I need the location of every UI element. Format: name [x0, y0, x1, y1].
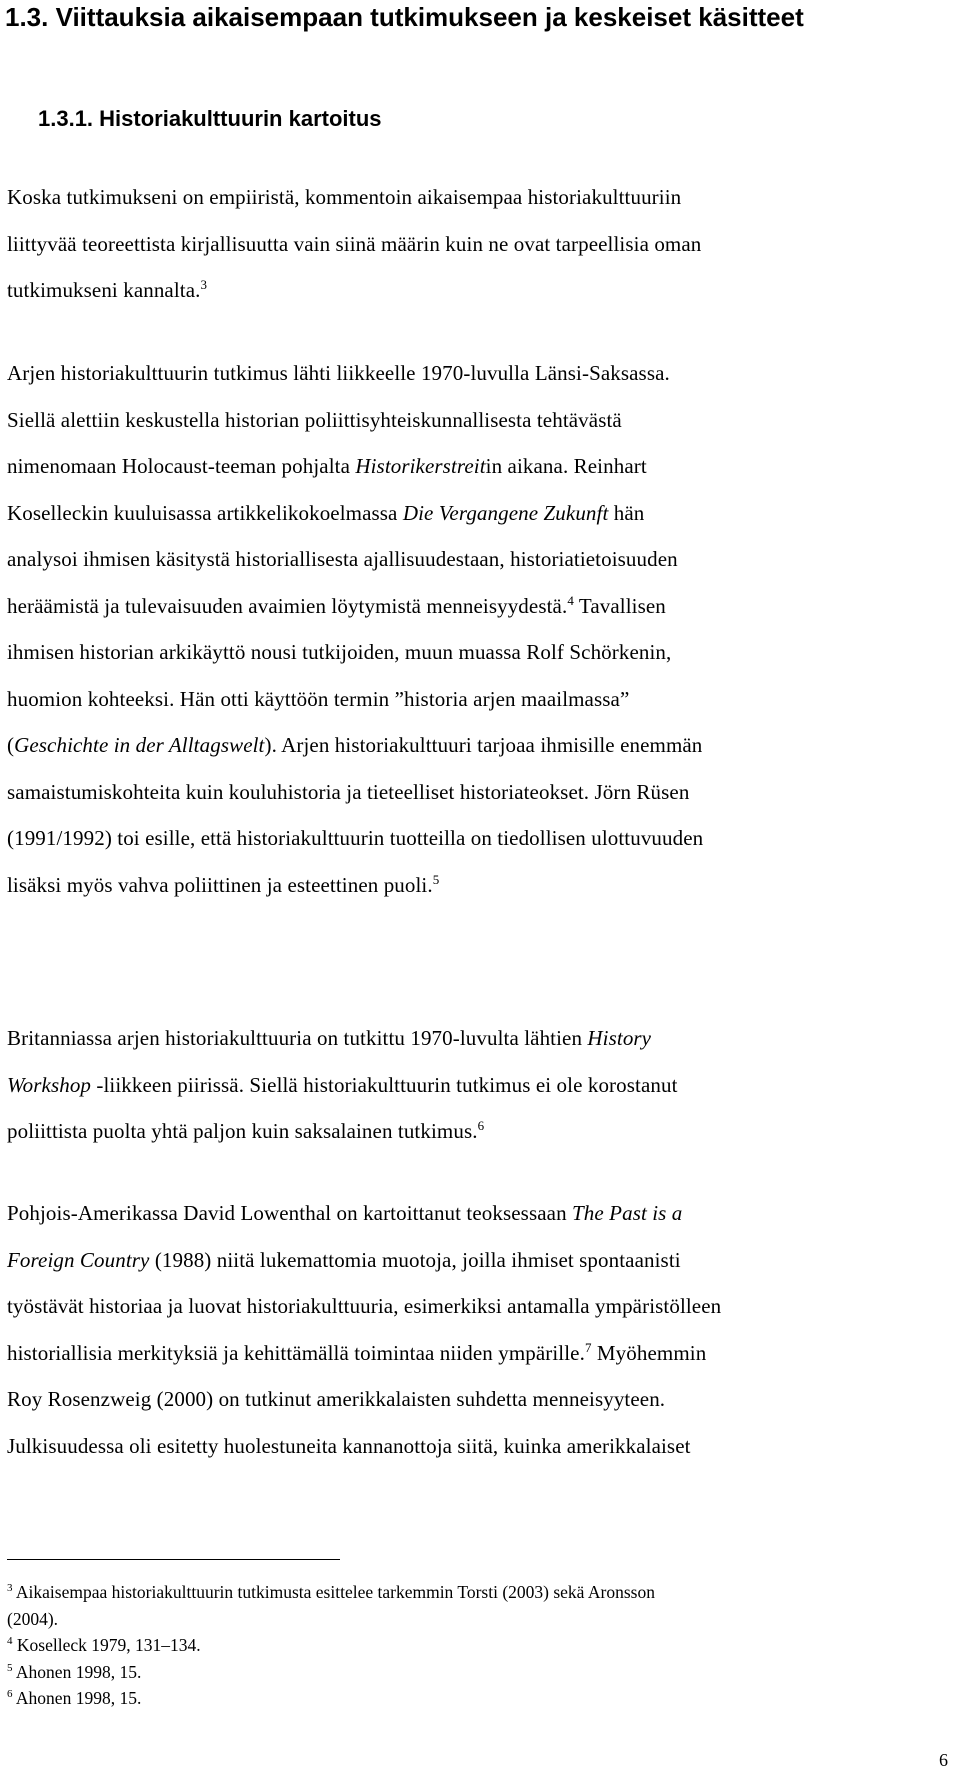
text-line: [7, 1108, 952, 1155]
text-line: Arjen historiakulttuurin tutkimus lähti liikkeelle 1970-luvulla Länsi-Saksassa.: [7, 361, 670, 385]
footnote-text: Koselleck 1979, 131–134.: [12, 1635, 201, 1655]
text-line: Julkisuudessa oli esitetty huolestuneita kannanottoja siitä, kuinka amerikkalaiset: [7, 1433, 691, 1458]
footnote-number: 3: [7, 1582, 13, 1595]
footnote-text: Ahonen 1998, 15.: [12, 1688, 142, 1708]
text-line: [7, 1190, 952, 1237]
footnote: [7, 1579, 947, 1606]
paragraph-north-america: [7, 1190, 952, 1469]
text-line: [7, 490, 952, 537]
paragraph-intro: [7, 174, 952, 314]
footnote: [7, 1606, 947, 1633]
text-line: samaistumiskohteita kuin kouluhistoria ja tieteelliset historiateokset. Jörn Rüsen: [7, 779, 690, 804]
footnote: [7, 1632, 947, 1659]
text-segment: historiallisia merkityksiä ja kehittämällä toimintaa niiden ympärille.: [7, 1340, 585, 1365]
paragraph-west-germany: [7, 350, 952, 908]
text-line: [7, 267, 952, 314]
text-line: [7, 862, 952, 909]
footnote-text: Aikaisempaa historiakulttuurin tutkimusta esittelee tarkemmin Torsti (2003) sekä Aronsson: [12, 1582, 655, 1602]
text-line: Roy Rosenzweig (2000) on tutkinut amerikkalaisten suhdetta menneisyyteen.: [7, 1387, 666, 1411]
text-segment: Pohjois-Amerikassa David Lowenthal on kartoittanut teoksessaan: [7, 1201, 573, 1225]
text-line: huomion kohteeksi. Hän otti käyttöön termin ”historia arjen maailmassa”: [7, 686, 630, 711]
text-segment: (1988) niitä lukemattomia muotoja, joilla ihmiset spontaanisti: [149, 1247, 681, 1272]
italic-title: History: [587, 1026, 652, 1050]
italic-term: Geschichte in der Alltagswelt: [14, 733, 265, 757]
text-line: (1991/1992) toi esille, että historiakulttuurin tuotteilla on tiedollisen ulottuvuuden: [7, 826, 704, 850]
footnote-separator: [7, 1559, 340, 1560]
text-line: analysoi ihmisen käsitystä historiallisesta ajallisuudestaan, historiatietoisuuden: [7, 547, 678, 571]
footnote-ref[interactable]: 6: [477, 1118, 485, 1133]
footnote-text: Ahonen 1998, 15.: [12, 1661, 142, 1682]
text-segment: ). Arjen historiakulttuuri tarjoaa ihmisille enemmän: [264, 733, 703, 757]
text-segment: heräämistä ja tulevaisuuden avaimien löytymistä menneisyydestä.: [7, 593, 568, 618]
section-heading: 1.3. Viittauksia aikaisempaan tutkimukseen ja keskeiset käsitteet: [5, 2, 804, 32]
footnote-number: 4: [7, 1635, 13, 1648]
text-line: [7, 583, 952, 630]
footnote: [7, 1659, 947, 1686]
text-segment: hän: [608, 500, 645, 525]
text-line: Koska tutkimukseni on empiiristä, kommentoin aikaisempaa historiakulttuuriin: [7, 185, 682, 209]
italic-title: Die Vergangene Zukunft: [402, 500, 609, 525]
text-segment: lisäksi myös vahva poliittinen ja esteettinen puoli.: [7, 872, 433, 897]
text-segment: nimenomaan Holocaust-teeman pohjalta: [7, 454, 356, 478]
footnote-ref[interactable]: 4: [567, 592, 574, 608]
text-segment: -liikkeen piirissä. Siellä historiakulttuurin tutkimus ei ole korostanut: [91, 1072, 678, 1097]
text-segment: tutkimukseni kannalta.: [7, 278, 201, 302]
text-line: Siellä alettiin keskustella historian poliittisyhteiskunnallisesta tehtävästä: [7, 407, 622, 432]
text-line: [7, 1330, 952, 1377]
text-segment: poliittista puolta yhtä paljon kuin saksalainen tutkimus.: [7, 1119, 478, 1143]
footnote-text: (2004).: [7, 1608, 59, 1629]
footnote-ref[interactable]: 7: [584, 1339, 592, 1355]
footnote: [7, 1685, 947, 1712]
text-segment: (: [7, 733, 15, 757]
text-line: [7, 1237, 952, 1284]
text-line: [7, 1015, 952, 1062]
footnote-ref[interactable]: 5: [432, 871, 440, 887]
italic-title: The Past is a: [572, 1201, 683, 1225]
italic-term: Historikerstreit: [355, 454, 486, 478]
text-line: [7, 443, 952, 490]
text-segment: Koselleckin kuuluisassa artikkelikokoelmassa: [7, 500, 403, 525]
footnote-number: 6: [7, 1688, 13, 1701]
text-line: ihmisen historian arkikäyttö nousi tutkijoiden, muun muassa Rolf Schörkenin,: [7, 640, 672, 664]
text-line: [7, 722, 952, 769]
italic-title: Workshop: [7, 1072, 92, 1097]
subsection-heading: 1.3.1. Historiakulttuurin kartoitus: [38, 106, 382, 131]
paragraph-britain: [7, 1015, 952, 1155]
footnotes: [7, 1579, 947, 1712]
text-segment: Tavallisen: [573, 593, 666, 618]
footnote-number: 5: [7, 1661, 13, 1674]
text-line: liittyvää teoreettista kirjallisuutta vain siinä määrin kuin ne ovat tarpeellisia oman: [7, 231, 702, 256]
text-line: [7, 1062, 952, 1109]
text-segment: in aikana. Reinhart: [485, 454, 647, 478]
text-segment: Myöhemmin: [591, 1340, 707, 1365]
italic-title: Foreign Country: [7, 1247, 150, 1272]
text-line: työstävät historiaa ja luovat historiakulttuuria, esimerkiksi antamalla ympäristölleen: [7, 1294, 722, 1318]
footnote-ref[interactable]: 3: [200, 277, 208, 292]
text-segment: Britanniassa arjen historiakulttuuria on tutkittu 1970-luvulta lähtien: [7, 1026, 588, 1050]
page-number: 6: [939, 1750, 948, 1770]
